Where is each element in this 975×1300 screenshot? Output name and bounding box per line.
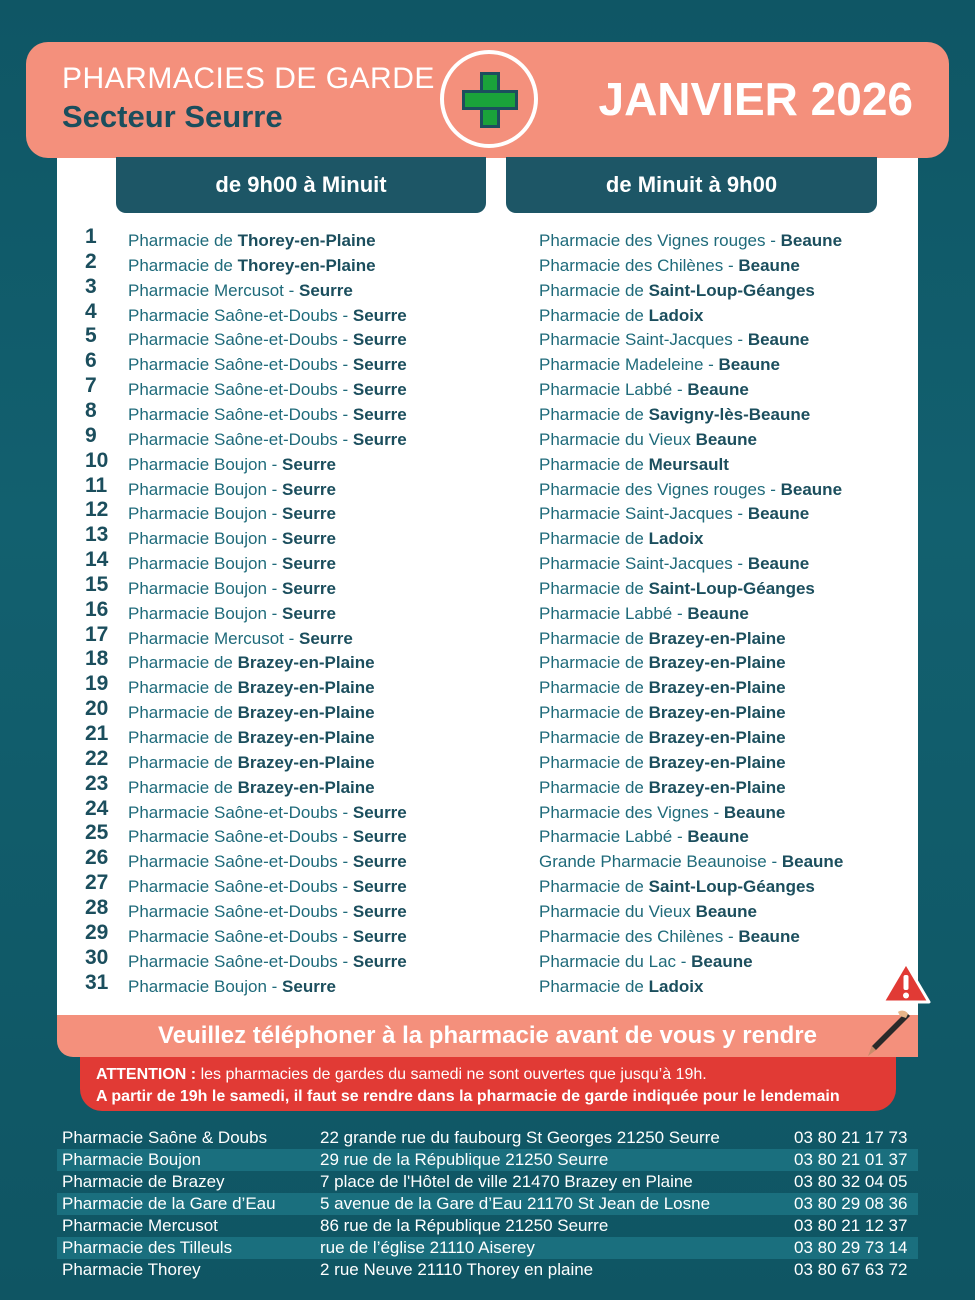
day-number: 3 bbox=[85, 274, 97, 298]
attention-notice bbox=[80, 1057, 896, 1111]
contact-name: Pharmacie des Tilleuls bbox=[62, 1238, 233, 1257]
night-pharmacy bbox=[539, 554, 809, 574]
day-pharmacy bbox=[128, 852, 407, 872]
day-pharmacy bbox=[128, 902, 407, 922]
night-pharmacy-town: Brazey-en-Plaine bbox=[648, 653, 786, 673]
day-pharmacy-name: Pharmacie Saône-et-Doubs - bbox=[128, 380, 353, 400]
night-pharmacy-name: Pharmacie de bbox=[539, 728, 649, 747]
schedule-row bbox=[0, 299, 975, 329]
schedule-row bbox=[0, 970, 975, 1000]
day-pharmacy bbox=[128, 629, 353, 649]
contact-row bbox=[57, 1193, 918, 1215]
night-pharmacy bbox=[539, 877, 815, 897]
night-pharmacy-name: Pharmacie de bbox=[539, 454, 649, 474]
schedule-row bbox=[0, 498, 975, 527]
day-pharmacy-town: Seurre bbox=[282, 529, 336, 549]
night-pharmacy-name: Pharmacie de bbox=[539, 877, 649, 897]
schedule-row bbox=[0, 548, 975, 577]
day-pharmacy bbox=[128, 604, 336, 624]
day-pharmacy-name: Pharmacie Boujon - bbox=[128, 603, 283, 623]
night-pharmacy-name: Pharmacie de bbox=[539, 529, 649, 549]
day-number: 7 bbox=[85, 374, 97, 398]
day-pharmacy bbox=[128, 653, 375, 673]
day-number: 14 bbox=[85, 548, 109, 572]
day-pharmacy-town: Brazey-en-Plaine bbox=[237, 752, 375, 772]
night-pharmacy-town: Beaune bbox=[747, 330, 810, 350]
day-number: 15 bbox=[85, 572, 109, 596]
night-pharmacy bbox=[539, 405, 810, 425]
night-pharmacy bbox=[539, 355, 780, 375]
schedule-row bbox=[0, 423, 975, 453]
night-pharmacy-name: Pharmacie Saint-Jacques - bbox=[539, 330, 748, 350]
night-pharmacy-name: Pharmacie de bbox=[539, 578, 649, 598]
day-pharmacy-town: Seurre bbox=[282, 479, 336, 499]
night-pharmacy-name: Pharmacie de bbox=[539, 703, 649, 723]
contact-row bbox=[57, 1215, 918, 1237]
day-pharmacy bbox=[128, 529, 336, 549]
night-pharmacy bbox=[539, 281, 815, 301]
night-pharmacy bbox=[539, 256, 800, 276]
day-number: 19 bbox=[85, 672, 109, 696]
contact-address: 86 rue de la République 21250 Seurre bbox=[320, 1216, 609, 1235]
night-pharmacy-town: Beaune bbox=[687, 827, 749, 847]
day-pharmacy bbox=[128, 405, 407, 425]
day-pharmacy-town: Seurre bbox=[352, 827, 407, 847]
schedule-row bbox=[0, 398, 975, 428]
day-pharmacy-town: Seurre bbox=[352, 429, 407, 449]
night-pharmacy bbox=[539, 579, 815, 599]
day-pharmacy bbox=[128, 330, 407, 350]
schedule-row bbox=[0, 821, 975, 850]
day-number: 29 bbox=[85, 920, 109, 944]
day-pharmacy-town: Brazey-en-Plaine bbox=[237, 678, 375, 698]
day-pharmacy-town: Seurre bbox=[282, 603, 336, 623]
day-number: 13 bbox=[85, 523, 109, 547]
night-pharmacy bbox=[539, 902, 757, 922]
day-pharmacy-town: Seurre bbox=[299, 280, 353, 300]
night-pharmacy-name: Pharmacie des Vignes - bbox=[539, 802, 724, 822]
day-pharmacy-town: Seurre bbox=[352, 926, 407, 946]
night-pharmacy bbox=[539, 728, 786, 748]
schedule-row bbox=[0, 722, 975, 751]
day-number: 2 bbox=[85, 249, 97, 273]
day-pharmacy-name: Pharmacie Mercusot - bbox=[128, 280, 299, 300]
day-pharmacy bbox=[128, 306, 407, 326]
night-pharmacy-name: Pharmacie de bbox=[539, 752, 649, 772]
night-pharmacy bbox=[539, 952, 753, 972]
day-pharmacy-town: Seurre bbox=[352, 355, 407, 375]
contact-name: Pharmacie Saône & Doubs bbox=[62, 1128, 268, 1147]
schedule-row bbox=[0, 746, 975, 776]
day-pharmacy-name: Pharmacie de bbox=[128, 752, 238, 772]
contact-address: 29 rue de la République 21250 Seurre bbox=[320, 1150, 609, 1169]
night-pharmacy bbox=[539, 678, 786, 698]
night-pharmacy-name: Pharmacie du Vieux bbox=[539, 901, 696, 921]
night-pharmacy-name: Pharmacie Labbé - bbox=[539, 603, 688, 623]
schedule-row bbox=[0, 945, 975, 975]
day-pharmacy-name: Pharmacie Boujon - bbox=[128, 504, 283, 524]
contact-name: Pharmacie Boujon bbox=[62, 1150, 201, 1169]
night-pharmacy-name: Pharmacie de bbox=[539, 280, 649, 300]
day-pharmacy-name: Pharmacie Boujon - bbox=[128, 554, 283, 574]
day-pharmacy-name: Pharmacie Saône-et-Doubs - bbox=[128, 901, 353, 921]
night-pharmacy-town: Beaune bbox=[780, 479, 843, 499]
night-pharmacy bbox=[539, 231, 842, 251]
contact-name: Pharmacie de Brazey bbox=[62, 1172, 225, 1191]
pen-icon bbox=[862, 1010, 912, 1058]
night-pharmacy-town: Savigny-lès-Beaune bbox=[648, 404, 811, 424]
schedule-row bbox=[0, 771, 975, 801]
night-pharmacy-town: Beaune bbox=[738, 926, 800, 946]
schedule-row bbox=[0, 448, 975, 478]
day-pharmacy-town: Seurre bbox=[282, 578, 336, 598]
attention-label: ATTENTION : bbox=[96, 1066, 197, 1083]
night-pharmacy-town: Beaune bbox=[695, 429, 757, 449]
day-number: 11 bbox=[85, 473, 108, 497]
night-pharmacy-name: Pharmacie de bbox=[539, 653, 649, 673]
contact-phone: 03 80 29 08 36 bbox=[794, 1194, 908, 1213]
night-pharmacy-town: Ladoix bbox=[648, 305, 704, 325]
day-number: 23 bbox=[85, 771, 109, 795]
day-pharmacy-name: Pharmacie de bbox=[128, 653, 238, 673]
night-pharmacy-name: Pharmacie de bbox=[539, 305, 649, 325]
day-pharmacy-town: Seurre bbox=[282, 454, 336, 474]
schedule-row bbox=[0, 697, 975, 726]
day-number: 26 bbox=[85, 846, 109, 870]
day-pharmacy bbox=[128, 480, 336, 500]
schedule-row bbox=[0, 846, 975, 875]
night-pharmacy-name: Pharmacie des Chilènes - bbox=[539, 926, 739, 946]
day-pharmacy bbox=[128, 355, 407, 375]
night-pharmacy-name: Pharmacie des Vignes rouges - bbox=[539, 479, 781, 499]
day-pharmacy-town: Seurre bbox=[352, 951, 407, 971]
day-pharmacy-town: Seurre bbox=[282, 504, 336, 524]
day-pharmacy bbox=[128, 927, 407, 947]
night-pharmacy-town: Saint-Loup-Géanges bbox=[648, 877, 815, 897]
contact-row bbox=[57, 1171, 918, 1193]
day-pharmacy bbox=[128, 231, 376, 251]
contact-phone: 03 80 21 12 37 bbox=[794, 1216, 908, 1235]
night-pharmacy bbox=[539, 803, 785, 823]
day-pharmacy-name: Pharmacie Mercusot - bbox=[128, 628, 299, 648]
day-pharmacy-name: Pharmacie de bbox=[128, 255, 238, 275]
day-number: 21 bbox=[85, 722, 109, 745]
contact-address: 7 place de l'Hôtel de ville 21470 Brazey en Plaine bbox=[320, 1172, 693, 1191]
day-pharmacy bbox=[128, 281, 353, 301]
day-pharmacy-town: Seurre bbox=[352, 404, 407, 424]
day-pharmacy bbox=[128, 728, 375, 748]
night-pharmacy bbox=[539, 504, 809, 524]
schedule-row bbox=[0, 871, 975, 900]
month-label: JANVIER 2026 bbox=[598, 73, 913, 125]
night-pharmacy bbox=[539, 653, 786, 673]
night-pharmacy-town: Beaune bbox=[738, 255, 800, 275]
schedule-row bbox=[0, 225, 975, 254]
contact-phone: 03 80 67 63 72 bbox=[794, 1260, 908, 1279]
contact-row bbox=[57, 1259, 918, 1281]
night-pharmacy-town: Beaune bbox=[780, 231, 843, 250]
contact-row bbox=[57, 1237, 918, 1259]
day-pharmacy-name: Pharmacie Saône-et-Doubs - bbox=[128, 330, 353, 350]
day-number: 16 bbox=[85, 597, 109, 621]
night-pharmacy-town: Saint-Loup-Géanges bbox=[648, 578, 815, 598]
night-pharmacy-town: Beaune bbox=[718, 355, 780, 375]
schedule-row bbox=[0, 622, 975, 652]
day-pharmacy bbox=[128, 827, 407, 847]
night-pharmacy-town: Ladoix bbox=[648, 976, 704, 996]
schedule-row bbox=[0, 647, 975, 676]
day-pharmacy-town: Thorey-en-Plaine bbox=[237, 255, 376, 275]
night-pharmacy bbox=[539, 629, 786, 649]
day-pharmacy-name: Pharmacie Boujon - bbox=[128, 529, 283, 549]
night-pharmacy-name: Pharmacie de bbox=[539, 777, 649, 797]
contact-phone: 03 80 21 17 73 bbox=[794, 1128, 908, 1147]
schedule-row bbox=[0, 374, 975, 403]
day-pharmacy-town: Seurre bbox=[282, 976, 336, 996]
night-pharmacy-name: Grande Pharmacie Beaunoise - bbox=[539, 852, 782, 872]
day-pharmacy-name: Pharmacie Saône-et-Doubs - bbox=[128, 827, 353, 847]
schedule-row bbox=[0, 523, 975, 552]
day-number: 10 bbox=[85, 448, 109, 472]
night-pharmacy bbox=[539, 604, 749, 624]
day-pharmacy-name: Pharmacie Boujon - bbox=[128, 454, 283, 474]
night-pharmacy bbox=[539, 430, 757, 450]
night-pharmacy-town: Beaune bbox=[747, 504, 810, 524]
day-pharmacy-town: Brazey-en-Plaine bbox=[237, 728, 375, 747]
header-subtitle: Secteur Seurre bbox=[62, 99, 283, 134]
night-pharmacy-town: Beaune bbox=[687, 380, 749, 400]
contact-phone: 03 80 21 01 37 bbox=[794, 1150, 908, 1169]
day-number: 12 bbox=[85, 498, 109, 522]
contact-row bbox=[57, 1149, 918, 1171]
day-pharmacy-town: Seurre bbox=[352, 802, 407, 822]
schedule-row bbox=[0, 249, 975, 279]
day-pharmacy bbox=[128, 977, 336, 997]
contact-name: Pharmacie Thorey bbox=[62, 1260, 201, 1279]
schedule-row bbox=[0, 597, 975, 627]
night-pharmacy-town: Brazey-en-Plaine bbox=[648, 728, 786, 747]
header-banner bbox=[26, 42, 949, 158]
night-pharmacy-town: Ladoix bbox=[648, 529, 704, 549]
night-pharmacy bbox=[539, 455, 729, 475]
day-pharmacy-name: Pharmacie de bbox=[128, 703, 238, 723]
night-pharmacy bbox=[539, 977, 703, 997]
night-pharmacy-name: Pharmacie des Vignes rouges - bbox=[539, 231, 781, 250]
day-pharmacy-town: Seurre bbox=[352, 305, 407, 325]
contact-row bbox=[57, 1127, 918, 1149]
day-pharmacy bbox=[128, 579, 336, 599]
contact-address: 5 avenue de la Gare d’Eau 21170 St Jean de Losne bbox=[320, 1194, 711, 1213]
schedule-row bbox=[0, 920, 975, 950]
night-pharmacy bbox=[539, 852, 843, 872]
day-pharmacy-town: Brazey-en-Plaine bbox=[237, 653, 375, 673]
day-number: 6 bbox=[85, 349, 97, 373]
night-pharmacy-town: Saint-Loup-Géanges bbox=[648, 280, 815, 300]
day-number: 31 bbox=[85, 970, 109, 994]
night-pharmacy bbox=[539, 753, 786, 773]
call-banner: Veuillez téléphoner à la pharmacie avant de vous y rendre bbox=[57, 1015, 918, 1057]
night-pharmacy-name: Pharmacie des Chilènes - bbox=[539, 255, 739, 275]
day-pharmacy-town: Seurre bbox=[352, 852, 407, 872]
day-pharmacy-name: Pharmacie Saône-et-Doubs - bbox=[128, 355, 353, 375]
day-pharmacy bbox=[128, 803, 407, 823]
night-pharmacy-town: Brazey-en-Plaine bbox=[648, 752, 786, 772]
night-pharmacy-name: Pharmacie de bbox=[539, 976, 649, 996]
night-pharmacy bbox=[539, 306, 703, 326]
night-pharmacy-town: Beaune bbox=[723, 802, 786, 822]
schedule-row bbox=[0, 274, 975, 304]
day-number: 17 bbox=[85, 622, 109, 646]
day-pharmacy bbox=[128, 380, 407, 400]
night-pharmacy-town: Brazey-en-Plaine bbox=[648, 678, 786, 698]
night-pharmacy-name: Pharmacie de bbox=[539, 628, 649, 648]
day-pharmacy-name: Pharmacie Saône-et-Doubs - bbox=[128, 305, 353, 325]
warning-icon bbox=[880, 960, 932, 1006]
contact-phone: 03 80 29 73 14 bbox=[794, 1238, 908, 1257]
contact-phone: 03 80 32 04 05 bbox=[794, 1172, 908, 1191]
day-pharmacy-name: Pharmacie de bbox=[128, 777, 238, 797]
schedule-row bbox=[0, 672, 975, 701]
day-pharmacy-name: Pharmacie Saône-et-Doubs - bbox=[128, 429, 353, 449]
night-pharmacy-town: Beaune bbox=[687, 603, 749, 623]
night-pharmacy bbox=[539, 330, 809, 350]
night-pharmacy-name: Pharmacie Madeleine - bbox=[539, 355, 719, 375]
day-number: 28 bbox=[85, 895, 109, 919]
day-number: 25 bbox=[85, 821, 109, 845]
day-pharmacy-town: Seurre bbox=[352, 380, 407, 400]
header-title: PHARMACIES DE GARDE bbox=[62, 62, 435, 95]
night-pharmacy-town: Meursault bbox=[648, 454, 729, 474]
day-pharmacy bbox=[128, 952, 407, 972]
night-pharmacy bbox=[539, 480, 842, 500]
night-pharmacy-name: Pharmacie de bbox=[539, 678, 649, 698]
day-pharmacy-town: Seurre bbox=[352, 330, 407, 350]
pharmacy-cross-icon bbox=[440, 50, 538, 148]
day-pharmacy bbox=[128, 678, 375, 698]
day-pharmacy-town: Seurre bbox=[352, 901, 407, 921]
night-pharmacy bbox=[539, 703, 786, 723]
night-pharmacy bbox=[539, 827, 749, 847]
day-number: 1 bbox=[85, 225, 97, 248]
day-pharmacy-name: Pharmacie Saône-et-Doubs - bbox=[128, 802, 353, 822]
schedule-row bbox=[0, 572, 975, 602]
day-pharmacy bbox=[128, 430, 407, 450]
night-pharmacy-name: Pharmacie du Lac - bbox=[539, 951, 692, 971]
schedule-row bbox=[0, 895, 975, 925]
day-pharmacy-name: Pharmacie Saône-et-Doubs - bbox=[128, 404, 353, 424]
night-pharmacy bbox=[539, 529, 703, 549]
contact-address: 22 grande rue du faubourg St Georges 21250 Seurre bbox=[320, 1128, 720, 1147]
night-pharmacy-name: Pharmacie Saint-Jacques - bbox=[539, 554, 748, 574]
night-pharmacy-town: Beaune bbox=[781, 852, 844, 872]
night-pharmacy bbox=[539, 380, 749, 400]
night-pharmacy-name: Pharmacie de bbox=[539, 404, 649, 424]
contact-address: 2 rue Neuve 21110 Thorey en plaine bbox=[320, 1260, 594, 1279]
night-pharmacy bbox=[539, 778, 786, 798]
day-number: 20 bbox=[85, 697, 109, 721]
day-pharmacy-name: Pharmacie de bbox=[128, 678, 238, 698]
day-pharmacy bbox=[128, 778, 375, 798]
day-pharmacy bbox=[128, 554, 336, 574]
day-pharmacy-name: Pharmacie Saône-et-Doubs - bbox=[128, 951, 353, 971]
schedule-row bbox=[0, 473, 975, 503]
day-pharmacy-town: Brazey-en-Plaine bbox=[237, 777, 375, 797]
day-pharmacy-name: Pharmacie Boujon - bbox=[128, 976, 283, 996]
day-pharmacy bbox=[128, 877, 407, 897]
day-pharmacy-name: Pharmacie Saône-et-Doubs - bbox=[128, 877, 353, 897]
day-pharmacy bbox=[128, 753, 375, 773]
contact-name: Pharmacie de la Gare d’Eau bbox=[62, 1194, 276, 1213]
column-header-day: de 9h00 à Minuit bbox=[116, 157, 486, 213]
day-pharmacy-town: Brazey-en-Plaine bbox=[237, 703, 375, 723]
day-pharmacy-name: Pharmacie Saône-et-Doubs - bbox=[128, 926, 353, 946]
night-pharmacy-town: Beaune bbox=[695, 901, 757, 921]
day-pharmacy-name: Pharmacie de bbox=[128, 231, 238, 250]
night-pharmacy-name: Pharmacie Labbé - bbox=[539, 380, 688, 400]
night-pharmacy-town: Brazey-en-Plaine bbox=[648, 777, 786, 797]
day-number: 27 bbox=[85, 871, 109, 895]
day-pharmacy-town: Seurre bbox=[352, 877, 407, 897]
day-number: 24 bbox=[85, 796, 109, 820]
day-pharmacy-town: Thorey-en-Plaine bbox=[237, 231, 376, 250]
day-pharmacy-name: Pharmacie Boujon - bbox=[128, 578, 283, 598]
day-pharmacy-town: Seurre bbox=[299, 628, 353, 648]
day-number: 8 bbox=[85, 398, 97, 422]
attention-line2: A partir de 19h le samedi, il faut se rendre dans la pharmacie de garde indiquée pour le lendemain bbox=[96, 1088, 840, 1105]
night-pharmacy-town: Brazey-en-Plaine bbox=[648, 703, 786, 723]
day-number: 22 bbox=[85, 746, 109, 770]
schedule-row bbox=[0, 324, 975, 353]
day-number: 5 bbox=[85, 324, 97, 348]
contact-address: rue de l’église 21110 Aiserey bbox=[320, 1238, 535, 1257]
day-pharmacy bbox=[128, 455, 336, 475]
night-pharmacy-town: Brazey-en-Plaine bbox=[648, 628, 786, 648]
day-number: 9 bbox=[85, 423, 97, 447]
contact-name: Pharmacie Mercusot bbox=[62, 1216, 218, 1235]
night-pharmacy-name: Pharmacie du Vieux bbox=[539, 429, 696, 449]
day-number: 4 bbox=[85, 299, 97, 323]
attention-line1: les pharmacies de gardes du samedi ne sont ouvertes que jusqu’à 19h. bbox=[196, 1066, 707, 1083]
day-pharmacy-name: Pharmacie Boujon - bbox=[128, 479, 283, 499]
day-number: 30 bbox=[85, 945, 109, 969]
day-pharmacy bbox=[128, 504, 336, 524]
night-pharmacy-name: Pharmacie Saint-Jacques - bbox=[539, 504, 748, 524]
day-pharmacy-name: Pharmacie de bbox=[128, 728, 238, 747]
night-pharmacy-town: Beaune bbox=[747, 554, 810, 574]
night-pharmacy-town: Beaune bbox=[691, 951, 753, 971]
day-pharmacy-town: Seurre bbox=[282, 554, 336, 574]
day-number: 18 bbox=[85, 647, 109, 671]
day-pharmacy-name: Pharmacie Saône-et-Doubs - bbox=[128, 852, 353, 872]
night-pharmacy-name: Pharmacie Labbé - bbox=[539, 827, 688, 847]
day-pharmacy bbox=[128, 256, 376, 276]
column-header-night: de Minuit à 9h00 bbox=[506, 157, 877, 213]
night-pharmacy bbox=[539, 927, 800, 947]
schedule-row bbox=[0, 796, 975, 826]
day-pharmacy bbox=[128, 703, 375, 723]
schedule-row bbox=[0, 349, 975, 378]
